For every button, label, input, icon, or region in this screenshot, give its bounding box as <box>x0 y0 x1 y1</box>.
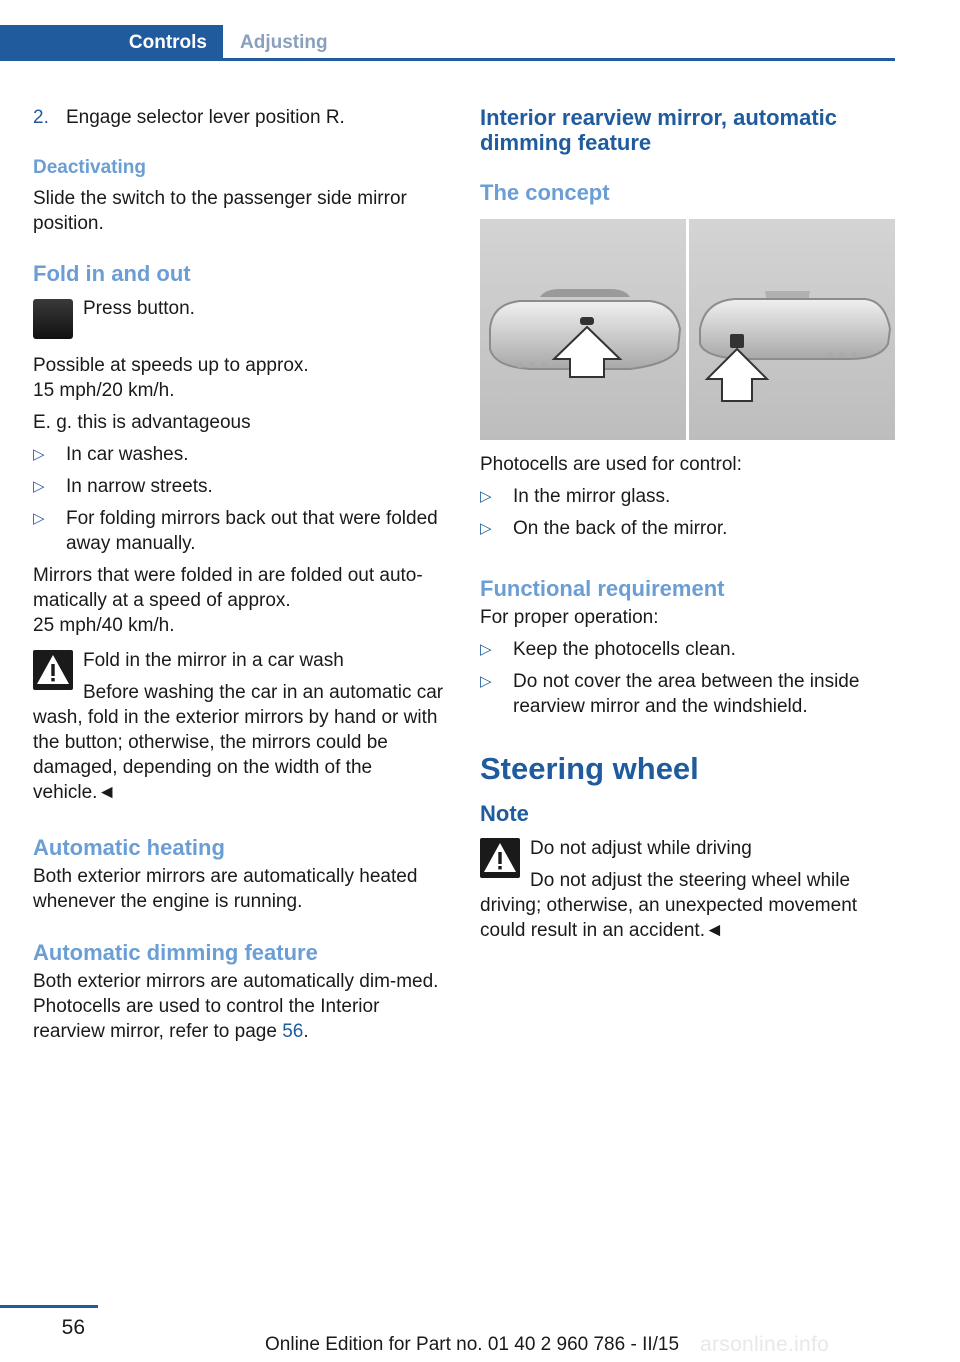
watermark: arsonline.info <box>700 1333 830 1356</box>
triangle-bullet-icon: ▷ <box>480 520 492 537</box>
triangle-bullet-icon: ▷ <box>33 478 45 495</box>
triangle-bullet-icon: ▷ <box>480 673 492 690</box>
list-item <box>33 442 451 467</box>
dimming-body: Both exterior mirrors are automatically dim-med. Photocells are used to control the Interior rearview mirror, refer to page <box>33 971 439 1042</box>
fold-heading: Fold in and out <box>33 261 191 286</box>
fold-auto-line1: Mirrors that were folded in are folded out auto-matically at a speed of approx. <box>33 565 423 611</box>
mirror-photo <box>480 219 895 440</box>
warning-icon <box>33 650 73 690</box>
deactivating-heading: Deactivating <box>33 157 146 178</box>
list-item-text: Keep the photocells clean. <box>513 639 736 660</box>
functional-list <box>480 637 898 719</box>
edition-text: Online Edition for Part no. 01 40 2 960 786 - II/15 <box>265 1334 680 1355</box>
list-item <box>480 516 898 541</box>
tab-adjusting[interactable]: Adjusting <box>240 32 328 53</box>
dimming-end: . <box>303 1021 309 1042</box>
footer-divider <box>0 1305 98 1308</box>
fold-press-row <box>33 296 451 339</box>
photocells-text: Photocells are used for control: <box>480 454 742 475</box>
warning-title: Fold in the mirror in a car wash <box>83 650 344 671</box>
right-column <box>480 105 898 943</box>
triangle-bullet-icon: ▷ <box>480 641 492 658</box>
header-divider <box>0 58 895 61</box>
list-item <box>33 506 451 556</box>
dimming-text <box>33 969 451 1044</box>
heating-text: Both exterior mirrors are automatically heated whenever the engine is running. <box>33 866 418 912</box>
note-warning-text: Do not adjust the steering wheel while driving; otherwise, an unexpected movement could result in an accident.◄ <box>480 870 858 941</box>
steering-heading: Steering wheel <box>480 751 699 786</box>
deactivating-text: Slide the switch to the passenger side mirror position. <box>33 188 407 234</box>
warning-text: Before washing the car in an automatic car wash, fold in the exterior mirrors by hand or with the button; otherwise, the mirrors could be damaged, depending on the width of the vehicle.◄ <box>33 682 444 803</box>
car-wash-warning <box>33 648 451 805</box>
step-2 <box>33 105 451 130</box>
dimming-heading: Automatic dimming feature <box>33 940 318 965</box>
step-text: Engage selector lever position R. <box>66 107 345 128</box>
rearview-mirror-illustration <box>480 219 895 440</box>
list-item-text: Do not cover the area between the inside rearview mirror and the windshield. <box>513 671 860 717</box>
list-item-text: In the mirror glass. <box>513 486 671 507</box>
photocells-list <box>480 484 898 541</box>
fold-auto-text <box>33 563 451 638</box>
fold-speed-line1: Possible at speeds up to approx. <box>33 355 309 376</box>
triangle-bullet-icon: ▷ <box>480 488 492 505</box>
interior-mirror-heading: Interior rearview mirror, automatic dimming feature <box>480 105 838 155</box>
fold-press-text: Press button. <box>83 298 195 319</box>
triangle-bullet-icon: ▷ <box>33 510 45 527</box>
concept-heading: The concept <box>480 180 610 205</box>
fold-button-icon <box>33 299 73 339</box>
fold-speed-text <box>33 353 451 403</box>
list-item-text: In narrow streets. <box>66 476 213 497</box>
heating-heading: Automatic heating <box>33 835 225 860</box>
note-warning-title: Do not adjust while driving <box>530 838 752 859</box>
fold-list <box>33 442 451 556</box>
page-link[interactable]: 56 <box>282 1021 304 1042</box>
functional-text: For proper operation: <box>480 607 659 628</box>
warning-icon <box>480 838 520 878</box>
list-item-text: In car washes. <box>66 444 189 465</box>
fold-eg-text: E. g. this is advantageous <box>33 412 251 433</box>
list-item-text: On the back of the mirror. <box>513 518 728 539</box>
note-heading: Note <box>480 801 529 826</box>
fold-speed-line2: 15 mph/20 km/h. <box>33 380 175 401</box>
header-tabs <box>0 25 895 61</box>
page-number: 56 <box>61 1316 85 1339</box>
step-number: 2. <box>33 107 49 128</box>
list-item <box>480 484 898 509</box>
triangle-bullet-icon: ▷ <box>33 446 45 463</box>
steering-warning <box>480 836 898 943</box>
list-item <box>480 637 898 662</box>
tab-controls[interactable]: Controls <box>0 25 223 61</box>
list-item-text: For folding mirrors back out that were folded away manually. <box>66 508 438 554</box>
list-item <box>33 474 451 499</box>
left-column <box>33 105 451 1044</box>
functional-heading: Functional requirement <box>480 576 725 601</box>
list-item <box>480 669 898 719</box>
fold-auto-line2: 25 mph/40 km/h. <box>33 615 175 636</box>
